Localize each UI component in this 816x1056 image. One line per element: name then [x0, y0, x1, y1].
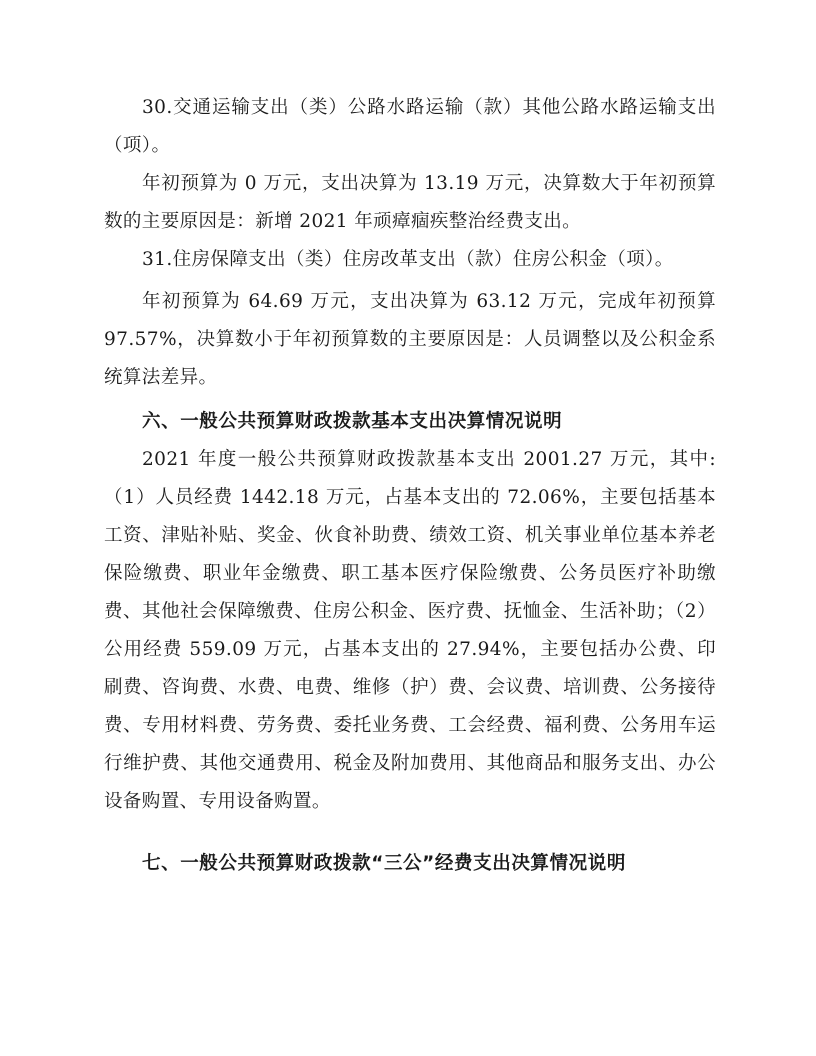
section-6-heading: 六、一般公共预算财政拨款基本支出决算情况说明	[142, 411, 563, 432]
item-31-body: 年初预算为 64.69 万元，支出决算为 63.12 万元，完成年初预算97.57%，决算数小于年初预算数的主要原因是：人员调整以及公积金系统算法差异。	[104, 291, 716, 388]
section-6-body: 2021 年度一般公共预算财政拨款基本支出 2001.27 万元，其中:（1）人员经费 1442.18 万元，占基本支出的 72.06%，主要包括基本工资、津贴补贴、奖金、伙食补助费、绩效工资、机关事业单位基本养老保险缴费、职业年金缴费、职工基本医疗保险缴费、公务员医疗补助缴费、其他社会保障缴费、住房公积金、医疗费、抚恤金、生活补助；（2）公用经费 559.09 万元，占基本支出的 27.94%，主要包括办公费、印刷费、咨询费、水费、电费、维修（护）费、会议费、培训费、公务接待费、专用材料费、劳务费、委托业务费、工会经费、福利费、公务用车运行维护费、其他交通费用、税金及附加费用、其他商品和服务支出、办公设备购置、专用设备购置。	[104, 449, 716, 812]
section-7-heading: 七、一般公共预算财政拨款“三公”经费支出决算情况说明	[142, 853, 626, 874]
item-30-body: 年初预算为 0 万元，支出决算为 13.19 万元，决算数大于年初预算数的主要原因是：新增 2021 年顽瘴痼疾整治经费支出。	[104, 173, 716, 232]
item-30-title: 30.交通运输支出（类）公路水路运输（款）其他公路水路运输支出（项）。	[104, 97, 716, 156]
item-31-title: 31.住房保障支出（类）住房改革支出（款）住房公积金（项）。	[142, 249, 674, 270]
